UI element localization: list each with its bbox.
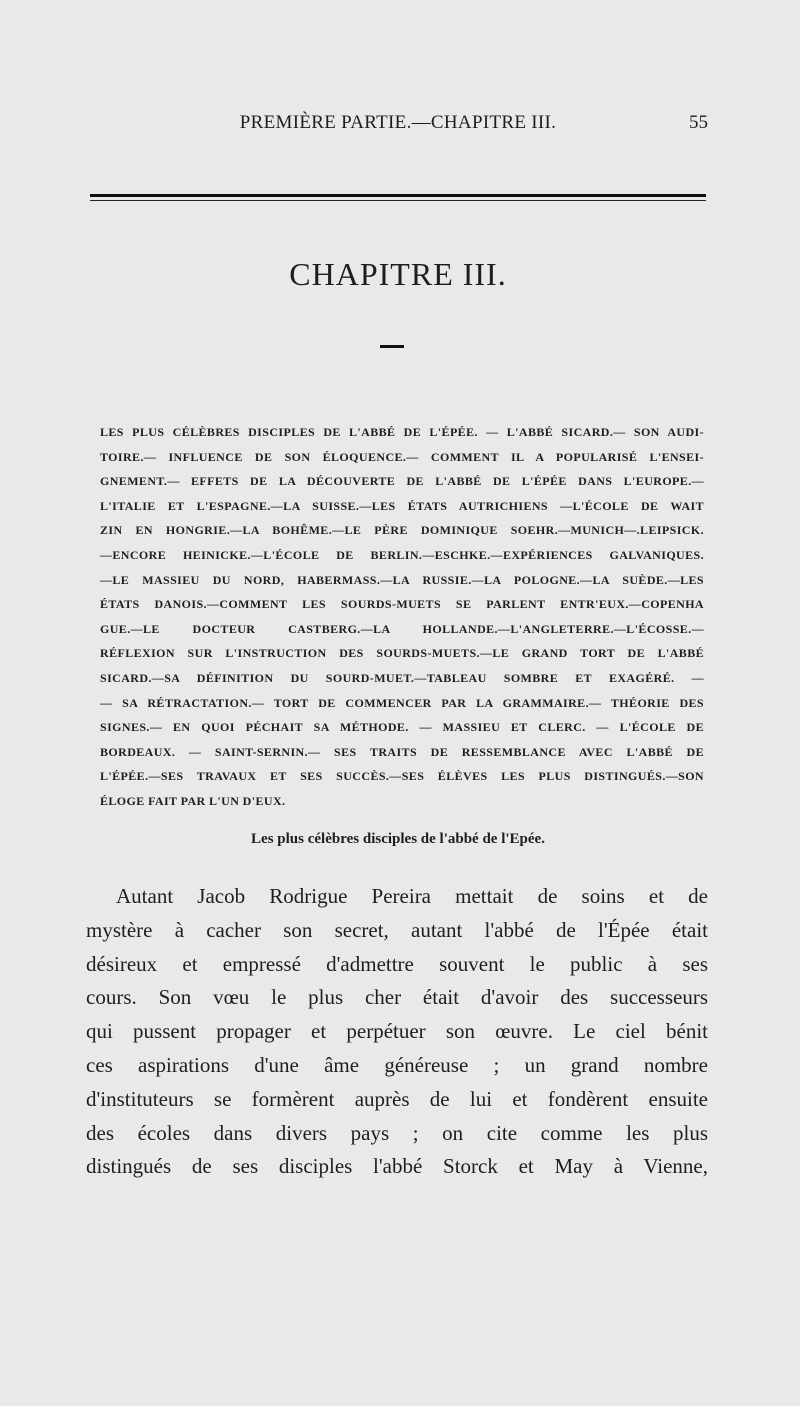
page-number: 55	[689, 112, 708, 133]
body-line: mystère à cacher son secret, autant l'abbé de l'Épée était	[86, 917, 708, 942]
summary-line: SICARD.—SA DÉFINITION DU SOURD-MUET.—TABLEAU SOMBRE ET EXAGÉRÉ. —	[100, 670, 704, 685]
summary-line: LES PLUS CÉLÈBRES DISCIPLES DE L'ABBÉ DE L'ÉPÉE. — L'ABBÉ SICARD.— SON AUDI-	[100, 425, 704, 439]
chapter-summary	[100, 420, 704, 814]
summary-line: ÉTATS DANOIS.—COMMENT LES SOURDS-MUETS SE PARLENT ENTR'EUX.—COPENHA	[100, 597, 704, 612]
summary-line: L'ITALIE ET L'ESPAGNE.—LA SUISSE.—LES ÉTATS AUTRICHIENS —L'ÉCOLE DE WAIT	[100, 498, 704, 513]
summary-line: TOIRE.— INFLUENCE DE SON ÉLOQUENCE.— COMMENT IL A POPULARISÉ L'ENSEI-	[100, 449, 704, 464]
summary-line: GNEMENT.— EFFETS DE LA DÉCOUVERTE DE L'ABBÉ DE L'ÉPÉE DANS L'EUROPE.—	[100, 474, 704, 489]
double-rule-divider	[90, 194, 706, 203]
summary-line: —LE MASSIEU DU NORD, HABERMASS.—LA RUSSIE.—LA POLOGNE.—LA SUÈDE.—LES	[100, 572, 704, 587]
body-line: distingués de ses disciples l'abbé Storck et May à Vienne,	[86, 1154, 708, 1179]
summary-line: BORDEAUX. — SAINT-SERNIN.— SES TRAITS DE RESSEMBLANCE AVEC L'ABBÉ DE	[100, 744, 704, 759]
running-head	[88, 112, 708, 138]
body-line: qui pussent propager et perpétuer son œuvre. Le ciel bénit	[86, 1019, 708, 1044]
summary-line: ÉLOGE FAIT PAR L'UN D'EUX.	[100, 793, 286, 808]
body-line: cours. Son vœu le plus cher était d'avoir des successeurs	[86, 985, 708, 1010]
summary-line: ZIN EN HONGRIE.—LA BOHÊME.—LE PÈRE DOMINIQUE SOEHR.—MUNICH—.LEIPSICK.	[100, 523, 704, 538]
body-line: des écoles dans divers pays ; on cite comme les plus	[86, 1120, 708, 1145]
summary-line: — SA RÉTRACTATION.— TORT DE COMMENCER PAR LA GRAMMAIRE.— THÉORIE DES	[100, 695, 704, 710]
summary-line: L'ÉPÉE.—SES TRAVAUX ET SES SUCCÈS.—SES ÉLÈVES LES PLUS DISTINGUÉS.—SON	[100, 769, 704, 784]
body-line: désireux et empressé d'admettre souvent le public à ses	[86, 951, 708, 976]
summary-line: GUE.—LE DOCTEUR CASTBERG.—LA HOLLANDE.—L'ANGLETERRE.—L'ÉCOSSE.—	[100, 621, 704, 636]
body-line: d'instituteurs se formèrent auprès de lui et fondèrent ensuite	[86, 1086, 708, 1111]
body-line: ces aspirations d'une âme généreuse ; un grand nombre	[86, 1052, 708, 1077]
section-heading: Les plus célèbres disciples de l'abbé de l'Epée.	[251, 831, 545, 847]
body-paragraph	[86, 880, 708, 1184]
running-head-title: PREMIÈRE PARTIE.—CHAPITRE III.	[239, 112, 557, 133]
summary-line: —ENCORE HEINICKE.—L'ÉCOLE DE BERLIN.—ESCHKE.—EXPÉRIENCES GALVANIQUES.	[100, 547, 704, 562]
short-rule-divider	[380, 345, 404, 348]
summary-line: RÉFLEXION SUR L'INSTRUCTION DES SOURDS-MUETS.—LE GRAND TORT DE L'ABBÉ	[100, 646, 704, 661]
summary-line: SIGNES.— EN QUOI PÉCHAIT SA MÉTHODE. — MASSIEU ET CLERC. — L'ÉCOLE DE	[100, 720, 704, 735]
chapter-title: CHAPITRE III.	[289, 256, 507, 292]
body-line: Autant Jacob Rodrigue Pereira mettait de soins et de	[116, 884, 708, 908]
